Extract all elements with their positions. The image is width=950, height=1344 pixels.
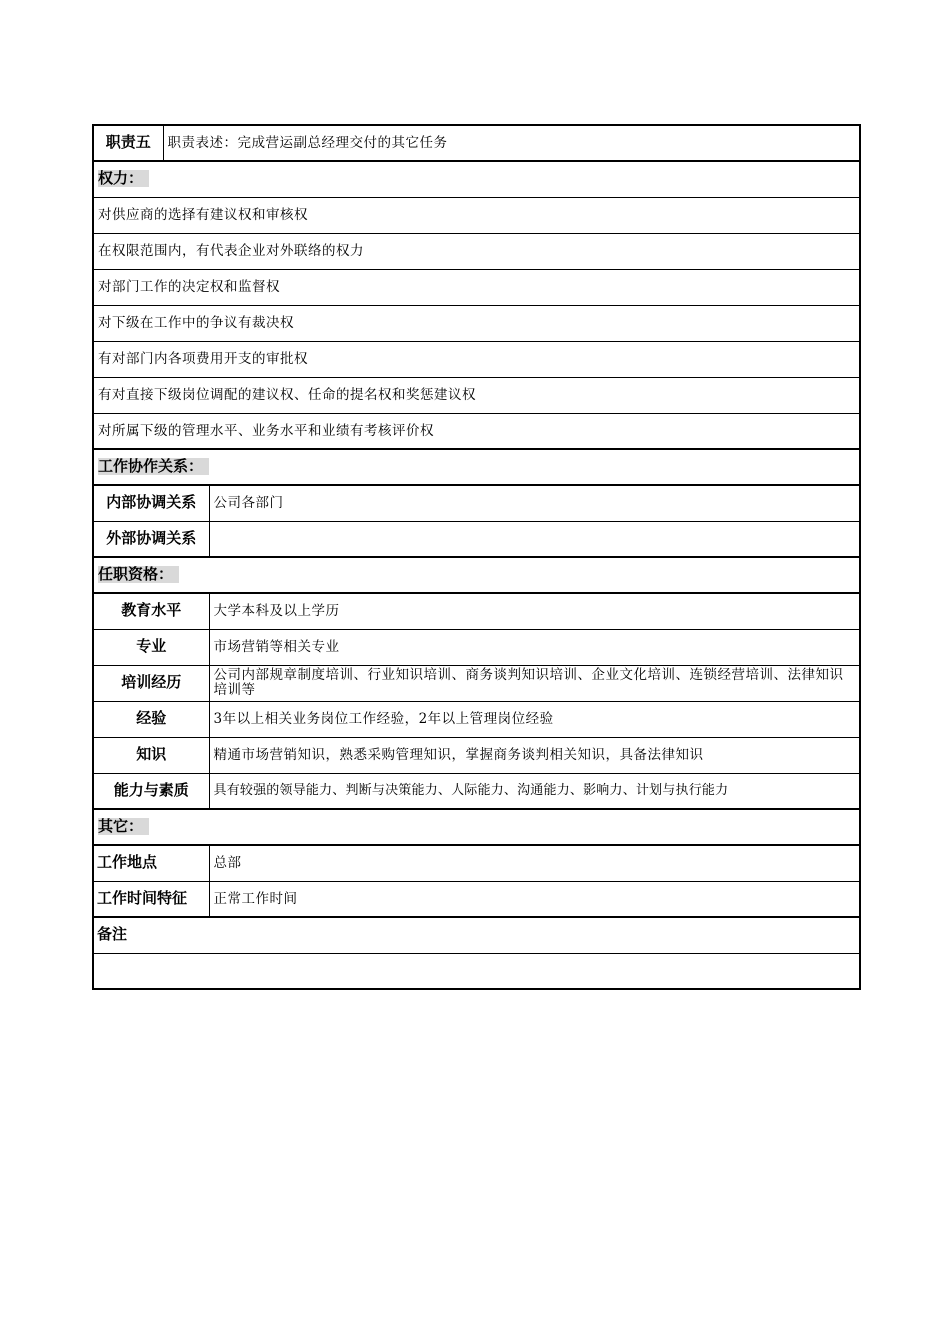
internal-relation-label: 内部协调关系 — [93, 485, 209, 521]
qualification-label-ability: 能力与素质 — [93, 773, 209, 809]
remarks-header: 备注 — [93, 917, 860, 953]
location-value: 总部 — [209, 845, 860, 881]
power-row — [93, 269, 860, 305]
qualification-label-major: 专业 — [93, 629, 209, 665]
powers-header-text: 权力： — [98, 170, 149, 187]
qualification-value-knowledge: 精通市场营销知识，熟悉采购管理知识，掌握商务谈判相关知识，具备法律知识 — [209, 737, 860, 773]
power-row — [93, 377, 860, 413]
power-row — [93, 341, 860, 377]
relations-header-text: 工作协作关系： — [98, 458, 209, 475]
power-item-5: 有对部门内各项费用开支的审批权 — [93, 341, 860, 377]
qualification-value-education: 大学本科及以上学历 — [209, 593, 860, 629]
external-relation-label: 外部协调关系 — [93, 521, 209, 557]
relations-header-row — [93, 449, 860, 485]
internal-relation-row — [93, 485, 860, 521]
other-header-row — [93, 809, 860, 845]
duty5-label: 职责五 — [93, 125, 163, 161]
relations-header — [93, 449, 860, 485]
qualifications-header — [93, 557, 860, 593]
power-item-6: 有对直接下级岗位调配的建议权、任命的提名权和奖惩建议权 — [93, 377, 860, 413]
power-item-3: 对部门工作的决定权和监督权 — [93, 269, 860, 305]
qualifications-header-row — [93, 557, 860, 593]
power-item-2: 在权限范围内，有代表企业对外联络的权力 — [93, 233, 860, 269]
external-relation-value — [209, 521, 860, 557]
qualification-row — [93, 665, 860, 701]
qualification-row — [93, 737, 860, 773]
qualification-label-experience: 经验 — [93, 701, 209, 737]
qualification-label-education: 教育水平 — [93, 593, 209, 629]
powers-header — [93, 161, 860, 197]
job-description-table — [92, 124, 861, 990]
location-label: 工作地点 — [93, 845, 209, 881]
remarks-body-row — [93, 953, 860, 989]
power-item-1: 对供应商的选择有建议权和审核权 — [93, 197, 860, 233]
power-item-7: 对所属下级的管理水平、业务水平和业绩有考核评价权 — [93, 413, 860, 449]
work-time-value: 正常工作时间 — [209, 881, 860, 917]
job-description-sheet — [92, 124, 859, 990]
other-header-text: 其它： — [98, 818, 149, 835]
remarks-header-row — [93, 917, 860, 953]
qualifications-header-text: 任职资格： — [98, 566, 179, 583]
qualification-row — [93, 773, 860, 809]
work-time-label: 工作时间特征 — [93, 881, 209, 917]
power-row — [93, 197, 860, 233]
qualification-value-major: 市场营销等相关专业 — [209, 629, 860, 665]
qualification-label-training: 培训经历 — [93, 665, 209, 701]
other-header — [93, 809, 860, 845]
qualification-label-knowledge: 知识 — [93, 737, 209, 773]
power-item-4: 对下级在工作中的争议有裁决权 — [93, 305, 860, 341]
internal-relation-value: 公司各部门 — [209, 485, 860, 521]
qualification-row — [93, 701, 860, 737]
qualification-row — [93, 629, 860, 665]
external-relation-row — [93, 521, 860, 557]
power-row — [93, 305, 860, 341]
remarks-value — [93, 953, 860, 989]
qualification-value-experience: 3年以上相关业务岗位工作经验，2年以上管理岗位经验 — [209, 701, 860, 737]
powers-header-row — [93, 161, 860, 197]
duty5-description: 职责表述：完成营运副总经理交付的其它任务 — [163, 125, 860, 161]
power-row — [93, 413, 860, 449]
power-row — [93, 233, 860, 269]
qualification-value-ability: 具有较强的领导能力、判断与决策能力、人际能力、沟通能力、影响力、计划与执行能力 — [209, 773, 860, 809]
qualification-row — [93, 593, 860, 629]
duty5-row — [93, 125, 860, 161]
work-time-row — [93, 881, 860, 917]
location-row — [93, 845, 860, 881]
qualification-value-training: 公司内部规章制度培训、行业知识培训、商务谈判知识培训、企业文化培训、连锁经营培训、法律知识培训等 — [209, 665, 860, 701]
